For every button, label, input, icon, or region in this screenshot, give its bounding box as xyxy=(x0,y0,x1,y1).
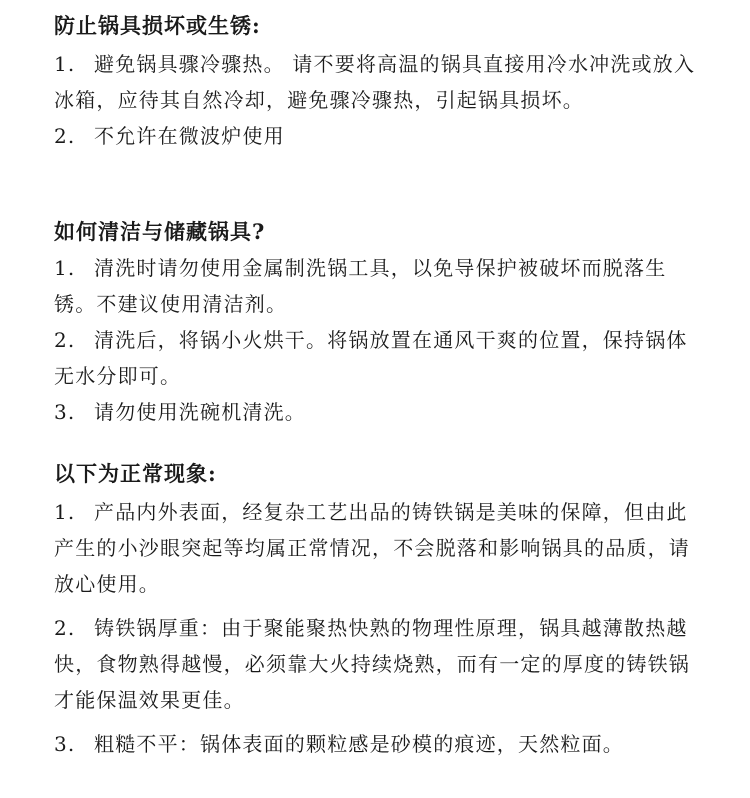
list-item xyxy=(54,322,704,394)
item-number: 2. xyxy=(54,124,76,148)
item-number: 2. xyxy=(54,616,76,640)
list-item xyxy=(54,394,704,430)
item-number: 3. xyxy=(54,400,76,424)
list-item xyxy=(54,494,704,602)
list-item xyxy=(54,610,704,718)
item-number: 2. xyxy=(54,328,76,352)
item-number: 1. xyxy=(54,500,76,524)
item-number: 3. xyxy=(54,732,76,756)
section-heading: 防止锅具损坏或生锈: xyxy=(54,13,261,38)
section-heading: 如何清洁与储藏锅具? xyxy=(54,219,266,244)
list-item xyxy=(54,46,704,118)
section-heading: 以下为正常现象: xyxy=(54,461,217,486)
item-text: 避免锅具骤冷骤热。 请不要将高温的锅具直接用冷水冲洗或放入冰箱，应待其自然冷却，避免骤冷骤热，引起锅具损坏。 xyxy=(54,52,696,112)
item-text: 清洗时请勿使用金属制洗锅工具，以免导保护被破坏而脱落生锈。不建议使用清洁剂。 xyxy=(54,256,667,316)
item-number: 1. xyxy=(54,256,76,280)
item-text: 产品内外表面，经复杂工艺出品的铸铁锅是美味的保障，但由此产生的小沙眼突起等均属正常情况，不会脱落和影响锅具的品质，请放心使用。 xyxy=(54,500,690,596)
section-clean-store xyxy=(54,218,704,430)
list-item xyxy=(54,118,704,154)
item-text: 粗糙不平：锅体表面的颗粒感是砂模的痕迹，天然粒面。 xyxy=(94,732,624,756)
item-text: 清洗后，将锅小火烘干。将锅放置在通风干爽的位置，保持锅体无水分即可。 xyxy=(54,328,688,388)
item-text: 铸铁锅厚重：由于聚能聚热快熟的物理性原理，锅具越薄散热越快，食物熟得越慢，必须靠大火持续烧熟，而有一定的厚度的铸铁锅才能保温效果更佳。 xyxy=(54,616,690,712)
item-text: 请勿使用洗碗机清洗。 xyxy=(94,400,306,424)
list-item xyxy=(54,250,704,322)
list-item xyxy=(54,726,704,762)
item-number: 1. xyxy=(54,52,76,76)
item-text: 不允许在微波炉使用 xyxy=(94,124,285,148)
section-prevent-damage xyxy=(54,12,704,154)
section-normal-phenomena xyxy=(54,460,704,762)
